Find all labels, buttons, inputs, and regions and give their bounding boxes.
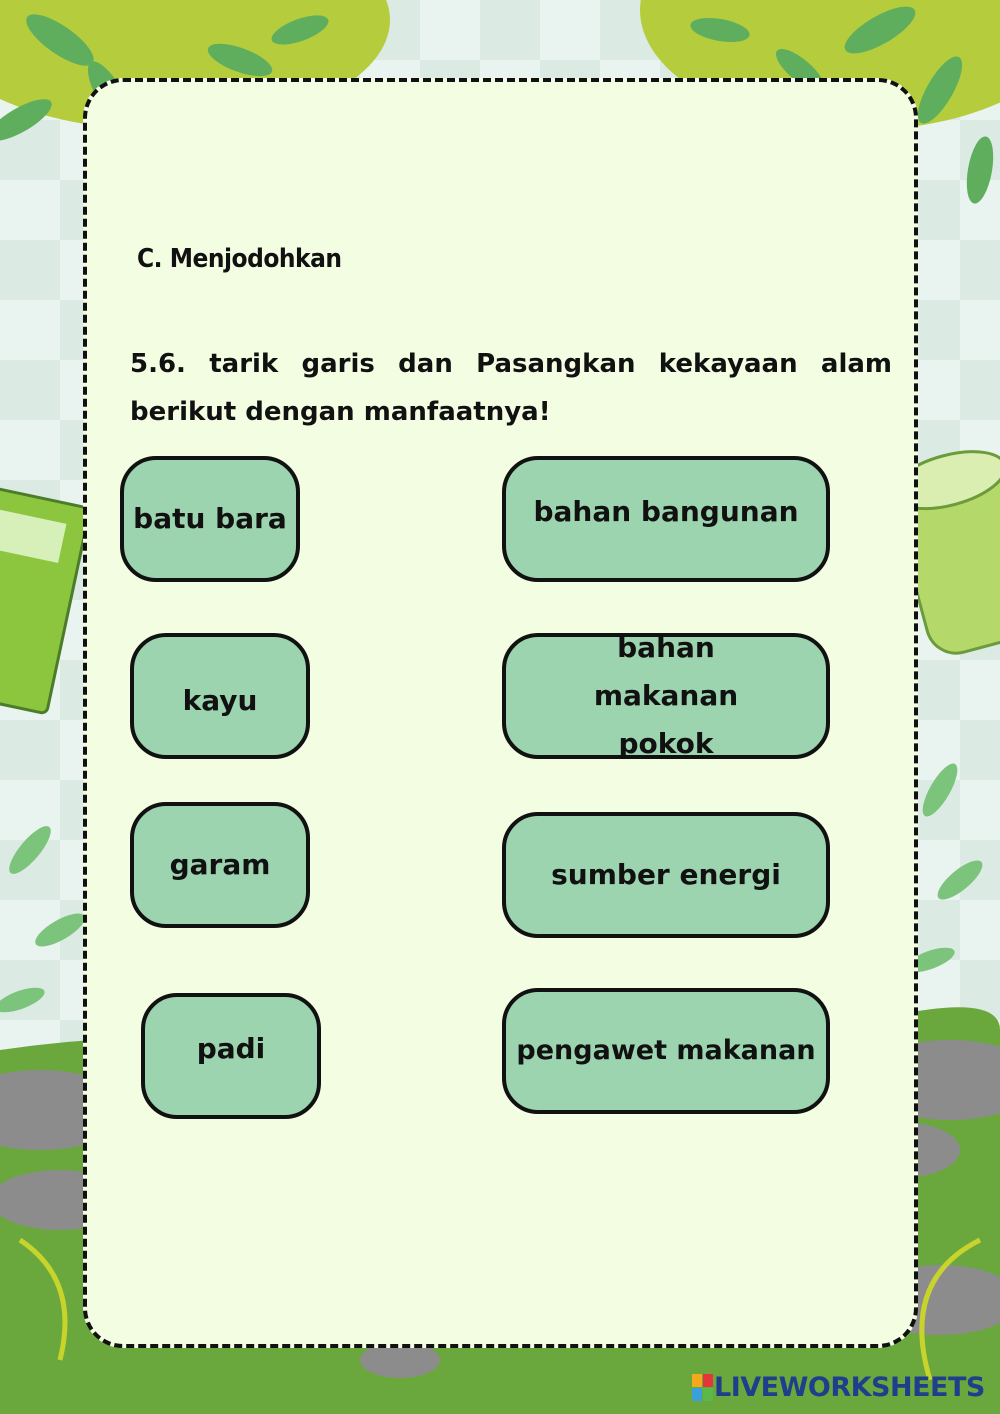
section-title: C. Menjodohkan [137,244,342,274]
match-left-item-2[interactable]: kayu [130,633,310,759]
match-right-item-3[interactable]: sumber energi [502,812,830,938]
match-right-item-1[interactable]: bahan bangunan [502,456,830,582]
liveworksheets-logo-text: LIVEWORKSHEETS [714,1372,985,1403]
match-right-item-2[interactable]: bahan makanan pokok [502,633,830,759]
match-left-item-1[interactable]: batu bara [120,456,300,582]
match-left-item-3[interactable]: garam [130,802,310,928]
match-left-item-4[interactable]: padi [141,993,321,1119]
instruction-text: 5.6. tarik garis dan Pasangkan kekayaan alam berikut dengan manfaatnya! [130,349,892,427]
match-right-item-4[interactable]: pengawet makanan [502,988,830,1114]
liveworksheets-logo-icon [692,1374,714,1402]
liveworksheets-logo[interactable] [692,1372,985,1403]
